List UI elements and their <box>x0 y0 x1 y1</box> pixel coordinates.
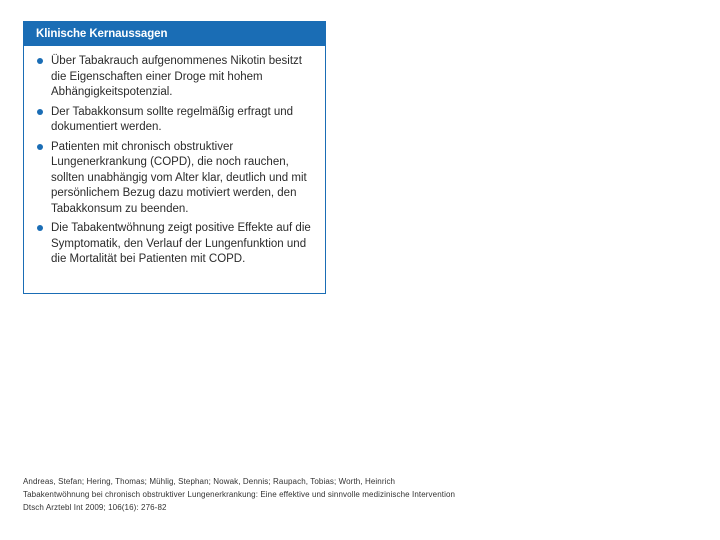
list-item <box>36 105 315 136</box>
citation-authors: Andreas, Stefan; Hering, Thomas; Mühlig, Stephan; Nowak, Dennis; Raupach, Tobias; Worth, Heinrich <box>23 477 396 486</box>
list-item-text: Patienten mit chronisch obstruktiver Lungenerkrankung (COPD), die noch rauchen, sollten unabhängig vom Alter klar, deutlich und mit persönlichem Bezug dazu motiviert werden, den Tabakkonsum zu beenden. <box>51 140 307 215</box>
citation-title: Tabakentwöhnung bei chronisch obstruktiver Lungenerkrankung: Eine effektive und sinnvolle medizinische Intervention <box>23 490 456 499</box>
bullet-icon <box>37 58 43 64</box>
citation-source: Dtsch Arztebl Int 2009; 106(16): 276-82 <box>23 503 167 512</box>
bullet-icon <box>37 109 43 115</box>
list-item-text: Über Tabakrauch aufgenommenes Nikotin besitzt die Eigenschaften einer Droge mit hohem Abhängigkeitspotenzial. <box>51 55 303 98</box>
bullet-icon <box>37 225 43 231</box>
list-item-text: Der Tabakkonsum sollte regelmäßig erfragt und dokumentiert werden. <box>51 105 294 133</box>
list-item <box>36 221 315 268</box>
bullet-icon <box>37 144 43 150</box>
citation <box>23 475 455 514</box>
key-statements-list <box>24 46 325 268</box>
list-item-text: Die Tabakentwöhnung zeigt positive Effekte auf die Symptomatik, den Verlauf der Lungenfunktion und die Mortalität bei Patienten mit COPD. <box>51 222 311 265</box>
box-title: Klinische Kernaussagen <box>24 22 325 46</box>
key-statements-box <box>23 21 326 294</box>
list-item <box>36 140 315 218</box>
list-item <box>36 54 315 101</box>
